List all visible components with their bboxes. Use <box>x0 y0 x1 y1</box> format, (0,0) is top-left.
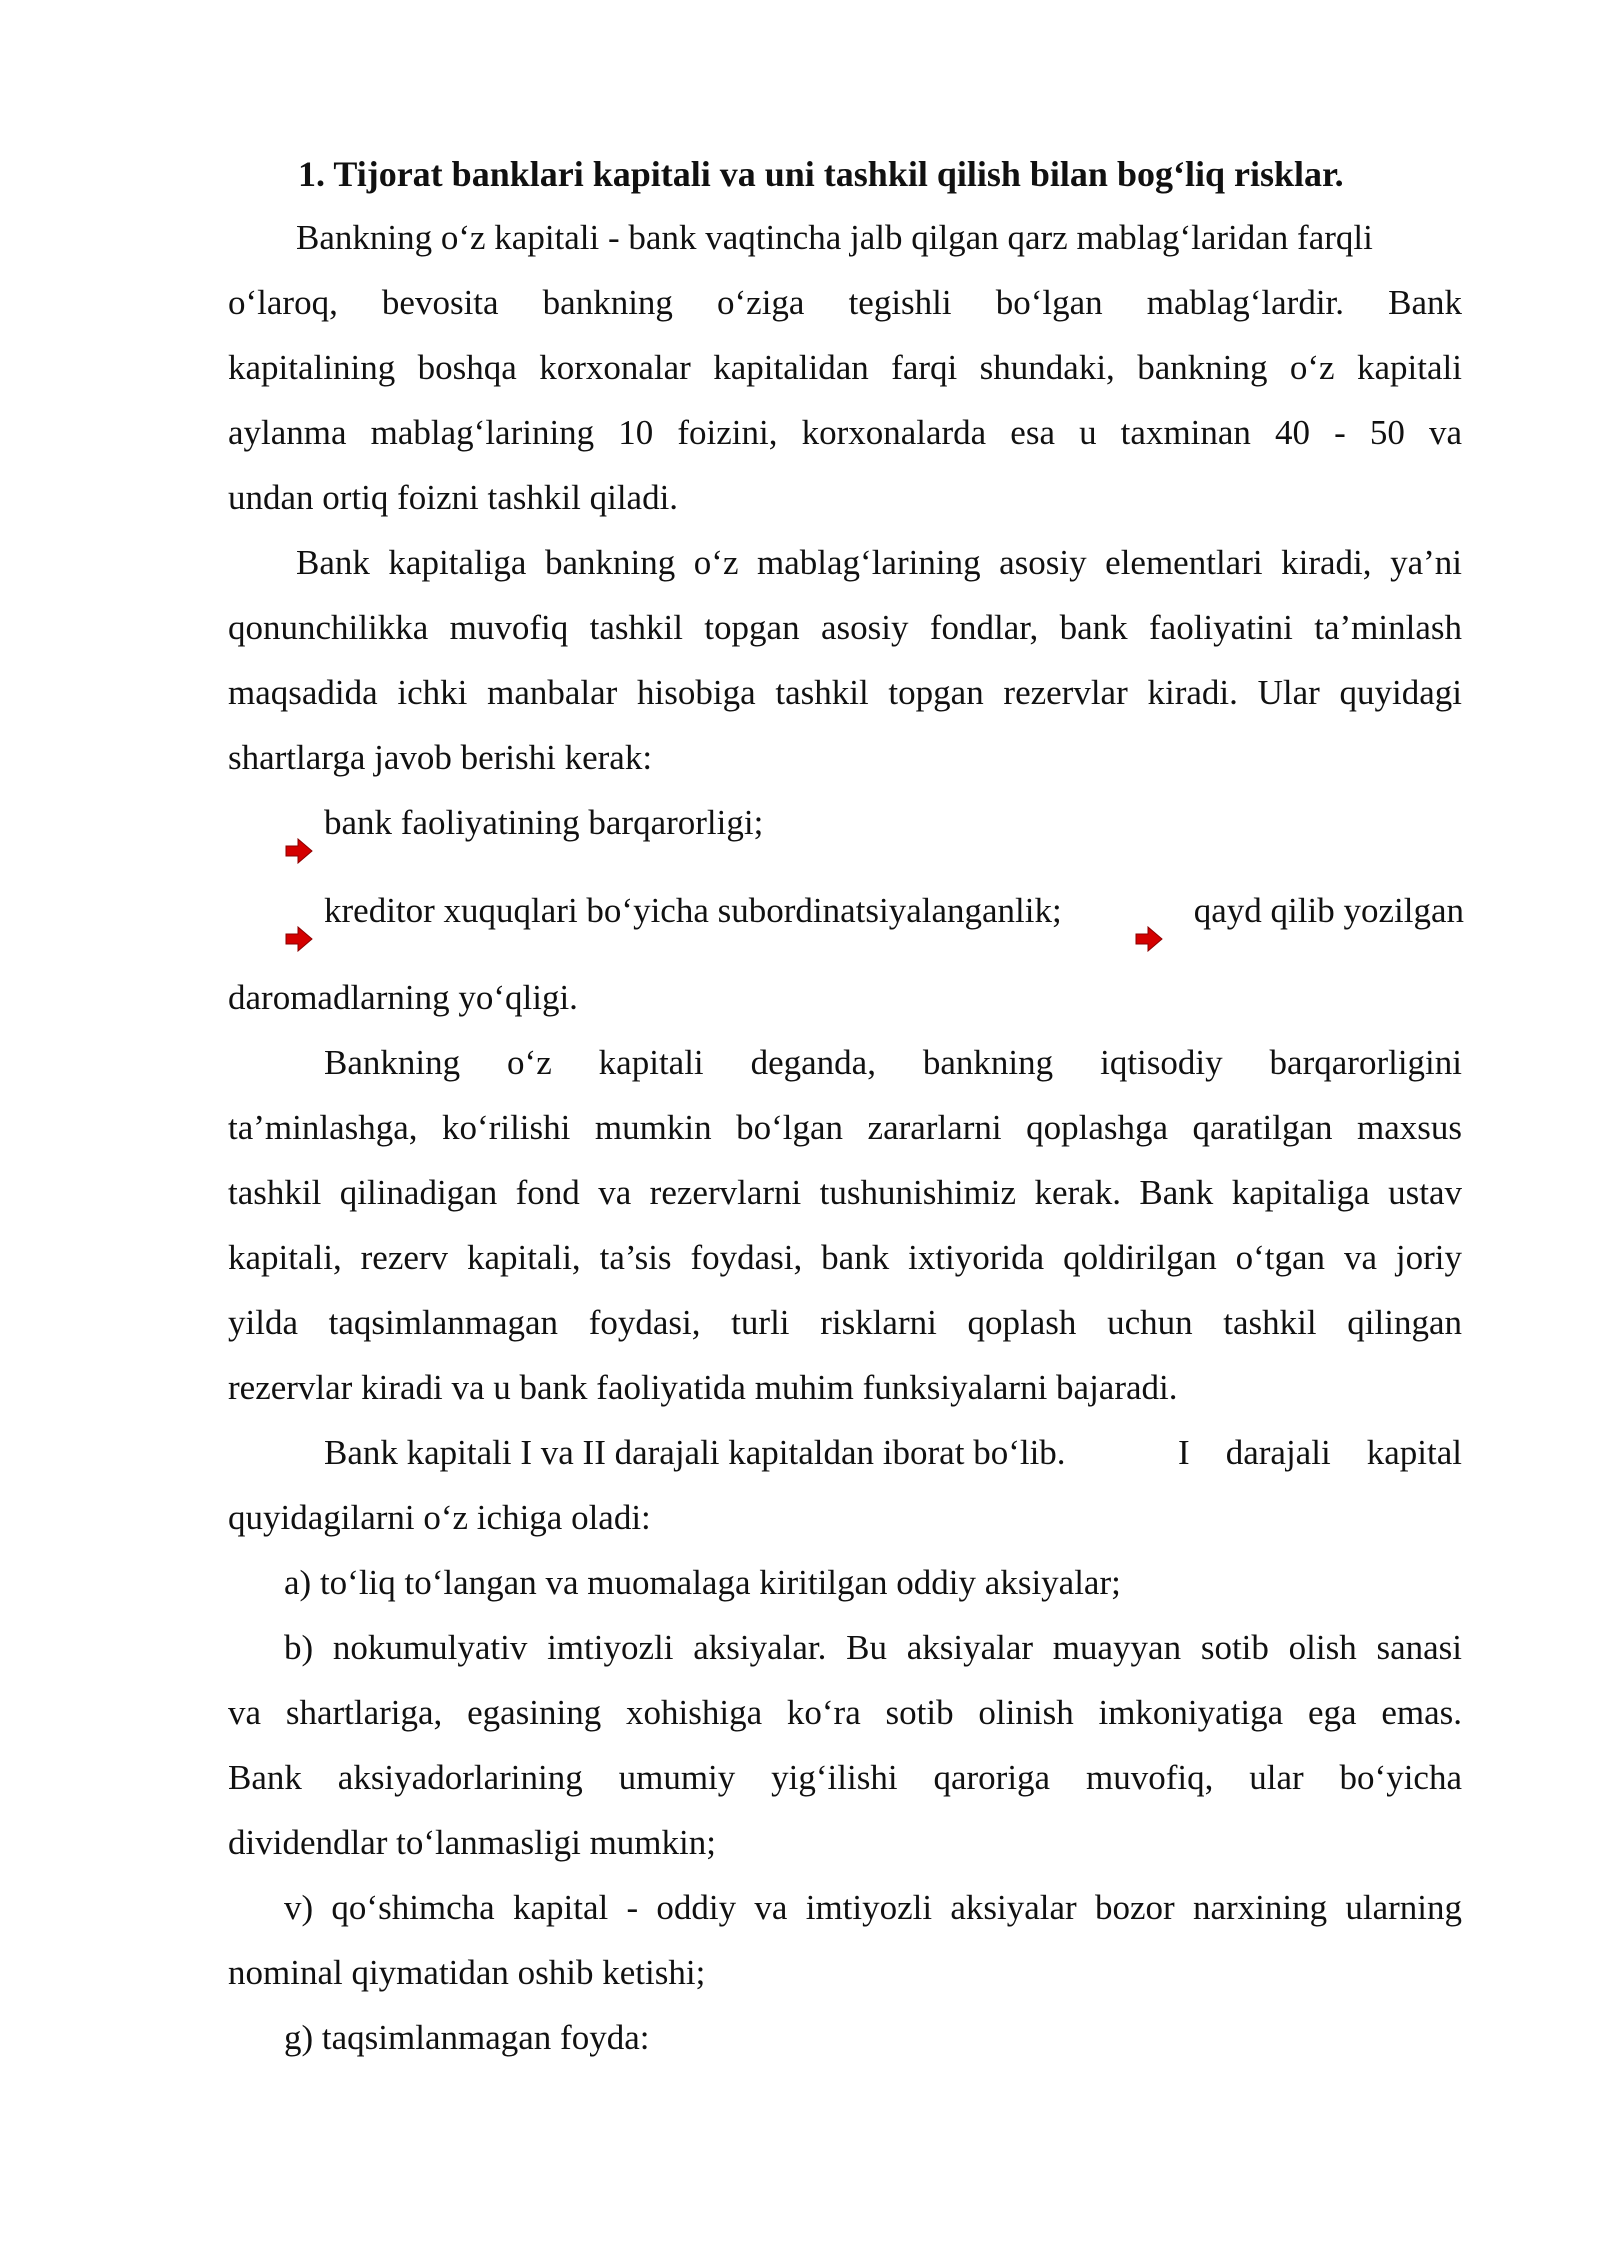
list-item-b: Bank aksiyadorlarining umumiy yig‘ilishi qaroriga muvofiq, ular bo‘yicha <box>228 1758 1462 1797</box>
paragraph-line: tashkil qilinadigan fond va rezervlarni tushunishimiz kerak. Bank kapitaliga ustav <box>228 1173 1462 1212</box>
paragraph-line: ta’minlashga, ko‘rilishi mumkin bo‘lgan zararlarni qoplashga qaratilgan maxsus <box>228 1108 1462 1147</box>
paragraph-line: I darajali kapital <box>1178 1433 1462 1472</box>
list-item-b: va shartlariga, egasining xohishiga ko‘ra sotib olinish imkoniyatiga ega emas. <box>228 1693 1462 1732</box>
bullet-item: kreditor xuquqlari bo‘yicha subordinatsiyalanganlik; <box>324 891 1062 930</box>
paragraph-line: Bankning o‘z kapitali deganda, bankning iqtisodiy barqarorligini <box>324 1043 1462 1082</box>
list-item-v: nominal qiymatidan oshib ketishi; <box>228 1953 706 1992</box>
list-item-a: a) to‘liq to‘langan va muomalaga kiritilgan oddiy aksiyalar; <box>284 1563 1121 1602</box>
bullet-continuation: daromadlarning yo‘qligi. <box>228 978 578 1017</box>
red-arrow-icon <box>284 926 314 952</box>
paragraph-line: qonunchilikka muvofiq tashkil topgan asosiy fondlar, bank faoliyatini ta’minlash <box>228 608 1462 647</box>
paragraph-line: quyidagilarni o‘z ichiga oladi: <box>228 1498 651 1537</box>
paragraph-line: Bankning o‘z kapitali - bank vaqtincha jalb qilgan qarz mablag‘laridan farqli <box>296 218 1373 257</box>
paragraph-line: kapitalining boshqa korxonalar kapitalidan farqi shundaki, bankning o‘z kapitali <box>228 348 1462 387</box>
list-item-b: b) nokumulyativ imtiyozli aksiyalar. Bu aksiyalar muayyan sotib olish sanasi <box>284 1628 1462 1667</box>
red-arrow-icon <box>284 838 314 864</box>
red-arrow-icon <box>1134 926 1164 952</box>
bullet-item: qayd qilib yozilgan <box>1193 891 1464 930</box>
paragraph-line: aylanma mablag‘larining 10 foizini, korxonalarda esa u taxminan 40 - 50 va <box>228 413 1462 452</box>
paragraph-line: Bank kapitaliga bankning o‘z mablag‘larining asosiy elementlari kiradi, ya’ni <box>296 543 1462 582</box>
paragraph-line: kapitali, rezerv kapitali, ta’sis foydasi, bank ixtiyorida qoldirilgan o‘tgan va joriy <box>228 1238 1462 1277</box>
paragraph-line: undan ortiq foizni tashkil qiladi. <box>228 478 679 517</box>
list-item-g: g) taqsimlanmagan foyda: <box>284 2018 650 2057</box>
paragraph-line: Bank kapitali I va II darajali kapitaldan iborat bo‘lib. <box>324 1433 1066 1472</box>
list-item-v: v) qo‘shimcha kapital - oddiy va imtiyozli aksiyalar bozor narxining ularning <box>284 1888 1462 1927</box>
paragraph-line: yilda taqsimlanmagan foydasi, turli risklarni qoplash uchun tashkil qilingan <box>228 1303 1462 1342</box>
paragraph-line: rezervlar kiradi va u bank faoliyatida muhim funksiyalarni bajaradi. <box>228 1368 1178 1407</box>
bullet-item: bank faoliyatining barqarorligi; <box>324 803 764 842</box>
paragraph-line: o‘laroq, bevosita bankning o‘ziga tegishli bo‘lgan mablag‘lardir. Bank <box>228 283 1462 322</box>
paragraph-line: shartlarga javob berishi kerak: <box>228 738 653 777</box>
section-heading: 1. Tijorat banklari kapitali va uni tashkil qilish bilan bog‘liq risklar. <box>298 154 1344 194</box>
paragraph-line: maqsadida ichki manbalar hisobiga tashkil topgan rezervlar kiradi. Ular quyidagi <box>228 673 1462 712</box>
list-item-b: dividendlar to‘lanmasligi mumkin; <box>228 1823 716 1862</box>
